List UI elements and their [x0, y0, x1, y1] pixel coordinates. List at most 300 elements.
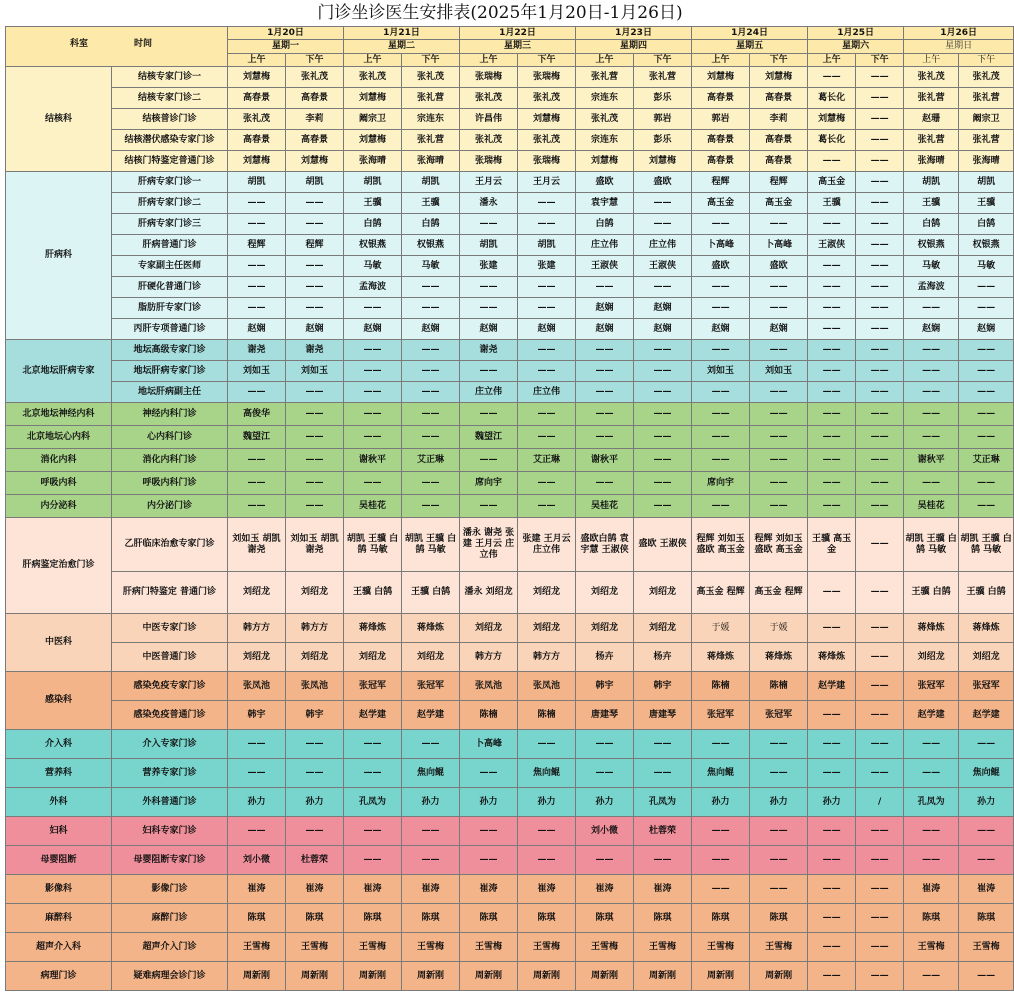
doctor-cell: —— [286, 382, 344, 403]
doctor-cell: 唐建琴 [634, 701, 692, 730]
doctor-cell: —— [286, 403, 344, 426]
doctor-cell: 陈楠 [692, 672, 750, 701]
doctor-cell: —— [808, 701, 856, 730]
doctor-cell: 盛欧 [750, 256, 808, 277]
doctor-cell: 吴桂花 [576, 495, 634, 518]
doctor-cell: 赵学建 [402, 701, 460, 730]
doctor-cell: 袁宇慧 [576, 193, 634, 214]
doctor-cell: 刘如玉 胡凯谢尧 [286, 518, 344, 572]
clinic-cell: 结核专家门诊一 [112, 67, 228, 88]
doctor-cell: 刘小微 [576, 817, 634, 846]
doctor-cell: 蒋烽炼 [808, 643, 856, 672]
department-cell: 北京地坛神经内科 [6, 403, 112, 426]
doctor-cell: —— [518, 403, 576, 426]
doctor-cell: —— [518, 730, 576, 759]
doctor-cell: 孟海波 [344, 277, 402, 298]
doctor-cell: —— [904, 472, 959, 495]
doctor-cell: 刘绍龙 [959, 643, 1014, 672]
table-row [6, 518, 1014, 572]
doctor-cell: 张冠军 [904, 672, 959, 701]
doctor-cell: 刘绍龙 [460, 614, 518, 643]
doctor-cell: 陈琪 [402, 904, 460, 933]
doctor-cell: —— [856, 298, 904, 319]
doctor-cell: —— [228, 472, 286, 495]
clinic-cell: 地坛肝病专家门诊 [112, 361, 228, 382]
doctor-cell: 阚宗卫 [344, 109, 402, 130]
doctor-cell: —— [692, 730, 750, 759]
doctor-cell: 崔涛 [286, 875, 344, 904]
doctor-cell: 赵珊 [904, 109, 959, 130]
doctor-cell: 赵学建 [904, 701, 959, 730]
doctor-cell: 陈琪 [959, 904, 1014, 933]
doctor-cell: 刘慧梅 [750, 67, 808, 88]
doctor-cell: 吴桂花 [904, 495, 959, 518]
table-row [6, 256, 1014, 277]
doctor-cell: —— [692, 382, 750, 403]
doctor-cell: —— [286, 495, 344, 518]
doctor-cell: —— [750, 298, 808, 319]
doctor-cell: 王骥 [402, 193, 460, 214]
doctor-cell: —— [808, 403, 856, 426]
doctor-cell: 马敏 [402, 256, 460, 277]
table-row [6, 193, 1014, 214]
doctor-cell: —— [856, 904, 904, 933]
doctor-cell: —— [856, 67, 904, 88]
doctor-cell: —— [856, 846, 904, 875]
doctor-cell: —— [856, 403, 904, 426]
doctor-cell: 席向宇 [460, 472, 518, 495]
doctor-cell: —— [808, 933, 856, 962]
date-header: 1月24日 [692, 27, 808, 40]
department-cell: 呼吸内科 [6, 472, 112, 495]
doctor-cell: —— [692, 214, 750, 235]
doctor-cell: 杜蓉荣 [634, 817, 692, 846]
doctor-cell: —— [344, 759, 402, 788]
clinic-cell: 感染免疫专家门诊 [112, 672, 228, 701]
doctor-cell: 高春景 [692, 151, 750, 172]
weekday-header: 星期三 [460, 40, 576, 54]
doctor-cell: —— [286, 256, 344, 277]
doctor-cell: 崔涛 [344, 875, 402, 904]
doctor-cell: 张礼茂 [518, 88, 576, 109]
doctor-cell: 韩宇 [634, 672, 692, 701]
period-header: 上午 [344, 54, 402, 67]
doctor-cell: 胡凯 [286, 172, 344, 193]
doctor-cell: 张海晴 [344, 151, 402, 172]
doctor-cell: 魏望江 [460, 426, 518, 449]
table-row [6, 730, 1014, 759]
doctor-cell: 胡凯 王骥 白鹄 马敏 [904, 518, 959, 572]
period-header: 下午 [286, 54, 344, 67]
doctor-cell: —— [808, 426, 856, 449]
doctor-cell: 张礼茂 [228, 109, 286, 130]
doctor-cell: 宗连东 [576, 130, 634, 151]
doctor-cell: 刘慧梅 [228, 151, 286, 172]
doctor-cell: 张礼营 [904, 88, 959, 109]
doctor-cell: —— [856, 361, 904, 382]
doctor-cell: —— [808, 817, 856, 846]
table-row [6, 235, 1014, 256]
doctor-cell: 韩宇 [286, 701, 344, 730]
doctor-cell: —— [460, 495, 518, 518]
doctor-cell: 赵娴 [576, 298, 634, 319]
doctor-cell: 王雪梅 [904, 933, 959, 962]
doctor-cell: 李莉 [750, 109, 808, 130]
doctor-cell: —— [518, 193, 576, 214]
doctor-cell: —— [808, 214, 856, 235]
doctor-cell: 王雪梅 [750, 933, 808, 962]
doctor-cell: 庄立伟 [576, 235, 634, 256]
table-row [6, 817, 1014, 846]
clinic-cell: 地坛高级专家门诊 [112, 340, 228, 361]
period-header: 下午 [856, 54, 904, 67]
doctor-cell: —— [904, 962, 959, 991]
doctor-cell: —— [856, 572, 904, 614]
doctor-cell: —— [634, 382, 692, 403]
doctor-cell: 李莉 [286, 109, 344, 130]
doctor-cell: 张凤池 [460, 672, 518, 701]
doctor-cell: 王骥 [808, 193, 856, 214]
doctor-cell: 刘绍龙 [518, 614, 576, 643]
doctor-cell: —— [402, 495, 460, 518]
doctor-cell: 王雪梅 [576, 933, 634, 962]
doctor-cell: 蒋烽炼 [959, 614, 1014, 643]
doctor-cell: 高春景 [286, 88, 344, 109]
doctor-cell: —— [856, 449, 904, 472]
doctor-cell: 王淑侠 [576, 256, 634, 277]
table-row [6, 788, 1014, 817]
doctor-cell: —— [904, 846, 959, 875]
corner-dept-label: 科室 [70, 39, 89, 49]
doctor-cell: —— [344, 298, 402, 319]
table-row [6, 614, 1014, 643]
doctor-cell: —— [959, 426, 1014, 449]
doctor-cell: —— [808, 495, 856, 518]
doctor-cell: —— [750, 495, 808, 518]
doctor-cell: —— [856, 193, 904, 214]
doctor-cell: 赵学建 [344, 701, 402, 730]
doctor-cell: 唐建琴 [576, 701, 634, 730]
doctor-cell: 程辉 [692, 172, 750, 193]
clinic-cell: 肝病门特鉴定 普通门诊 [112, 572, 228, 614]
doctor-cell: —— [750, 382, 808, 403]
doctor-cell: —— [856, 730, 904, 759]
doctor-cell: —— [959, 817, 1014, 846]
doctor-cell: —— [634, 495, 692, 518]
clinic-cell: 营养专家门诊 [112, 759, 228, 788]
doctor-cell: —— [228, 495, 286, 518]
doctor-cell: —— [402, 340, 460, 361]
doctor-cell: —— [856, 426, 904, 449]
doctor-cell: 白鹄 [904, 214, 959, 235]
doctor-cell: 张礼茂 [460, 88, 518, 109]
doctor-cell: —— [286, 817, 344, 846]
doctor-cell: —— [808, 846, 856, 875]
doctor-cell: 崔涛 [634, 875, 692, 904]
doctor-cell: —— [856, 256, 904, 277]
doctor-cell: —— [344, 382, 402, 403]
doctor-cell: 周新刚 [518, 962, 576, 991]
doctor-cell: —— [518, 846, 576, 875]
doctor-cell: 张礼茂 [286, 67, 344, 88]
department-cell: 超声介入科 [6, 933, 112, 962]
doctor-cell: 张礼茂 [959, 67, 1014, 88]
doctor-cell: 权银燕 [959, 235, 1014, 256]
doctor-cell: 赵娴 [344, 319, 402, 340]
period-header: 下午 [750, 54, 808, 67]
doctor-cell: 刘慧梅 [692, 67, 750, 88]
doctor-cell: —— [286, 730, 344, 759]
doctor-cell: 刘绍龙 [634, 572, 692, 614]
doctor-cell: —— [808, 256, 856, 277]
doctor-cell: —— [286, 759, 344, 788]
doctor-cell: —— [904, 426, 959, 449]
doctor-cell: —— [460, 277, 518, 298]
doctor-cell: —— [750, 214, 808, 235]
doctor-cell: 韩方方 [228, 614, 286, 643]
doctor-cell: —— [808, 151, 856, 172]
table-row [6, 672, 1014, 701]
doctor-cell: 刘慧梅 [344, 130, 402, 151]
doctor-cell: —— [856, 340, 904, 361]
doctor-cell: 赵娴 [904, 319, 959, 340]
doctor-cell: 王骥 白鹄 [904, 572, 959, 614]
doctor-cell: 刘慧梅 [344, 88, 402, 109]
doctor-cell: —— [286, 472, 344, 495]
clinic-cell: 结核普诊门诊 [112, 109, 228, 130]
doctor-cell: 盛欧 王淑侠 [634, 518, 692, 572]
table-body [6, 67, 1014, 991]
table-row [6, 449, 1014, 472]
doctor-cell: —— [228, 759, 286, 788]
doctor-cell: 王雪梅 [402, 933, 460, 962]
doctor-cell: —— [286, 426, 344, 449]
doctor-cell: —— [959, 298, 1014, 319]
doctor-cell: —— [344, 846, 402, 875]
doctor-cell: 陈琪 [460, 904, 518, 933]
table-row [6, 403, 1014, 426]
department-cell: 营养科 [6, 759, 112, 788]
clinic-cell: 影像门诊 [112, 875, 228, 904]
doctor-cell: 王雪梅 [692, 933, 750, 962]
period-header: 下午 [959, 54, 1014, 67]
doctor-cell: 王淑侠 [634, 256, 692, 277]
table-row [6, 572, 1014, 614]
doctor-cell: —— [344, 361, 402, 382]
doctor-cell: 高春景 [750, 151, 808, 172]
doctor-cell: —— [228, 214, 286, 235]
doctor-cell: 宗连东 [576, 88, 634, 109]
doctor-cell: —— [904, 817, 959, 846]
doctor-cell: 蒋烽炼 [904, 614, 959, 643]
doctor-cell: —— [692, 403, 750, 426]
doctor-cell: 葛长化 [808, 130, 856, 151]
doctor-cell: —— [228, 382, 286, 403]
doctor-cell: 王骥 [904, 193, 959, 214]
doctor-cell: 艾正琳 [402, 449, 460, 472]
doctor-cell: —— [856, 672, 904, 701]
doctor-cell: 王月云 [460, 172, 518, 193]
doctor-cell: 王骥 [344, 193, 402, 214]
doctor-cell: 陈琪 [904, 904, 959, 933]
period-header: 下午 [402, 54, 460, 67]
doctor-cell: 胡凯 [959, 172, 1014, 193]
doctor-cell: —— [634, 214, 692, 235]
doctor-cell: 孙力 [750, 788, 808, 817]
doctor-cell: —— [576, 730, 634, 759]
doctor-cell: —— [856, 495, 904, 518]
doctor-cell: 刘绍龙 [286, 572, 344, 614]
table-row [6, 214, 1014, 235]
doctor-cell: —— [634, 846, 692, 875]
doctor-cell: 程辉 刘如玉 盛欧 高玉金 [692, 518, 750, 572]
doctor-cell: —— [750, 277, 808, 298]
doctor-cell: 高春景 [692, 130, 750, 151]
doctor-cell: 张冠军 [344, 672, 402, 701]
doctor-cell: —— [692, 875, 750, 904]
doctor-cell: 张建 [460, 256, 518, 277]
doctor-cell: 陈琪 [518, 904, 576, 933]
doctor-cell: 王雪梅 [228, 933, 286, 962]
doctor-cell: 刘绍龙 [286, 643, 344, 672]
table-row [6, 962, 1014, 991]
clinic-cell: 结核专家门诊二 [112, 88, 228, 109]
doctor-cell: 孙力 [228, 788, 286, 817]
doctor-cell: 高玉金 [808, 172, 856, 193]
doctor-cell: 张礼营 [959, 130, 1014, 151]
doctor-cell: 韩方方 [518, 643, 576, 672]
doctor-cell: 王雪梅 [344, 933, 402, 962]
doctor-cell: 孙力 [460, 788, 518, 817]
doctor-cell: —— [750, 472, 808, 495]
doctor-cell: 张凤池 [286, 672, 344, 701]
doctor-cell: 王雪梅 [460, 933, 518, 962]
doctor-cell: 白鹄 [959, 214, 1014, 235]
doctor-cell: —— [344, 472, 402, 495]
doctor-cell: —— [576, 846, 634, 875]
doctor-cell: 谢秋平 [576, 449, 634, 472]
doctor-cell: 卜高峰 [692, 235, 750, 256]
doctor-cell: 刘绍龙 [344, 643, 402, 672]
doctor-cell: —— [460, 361, 518, 382]
doctor-cell: —— [692, 277, 750, 298]
table-row [6, 759, 1014, 788]
clinic-cell: 脂肪肝专家门诊 [112, 298, 228, 319]
clinic-cell: 中医普通门诊 [112, 643, 228, 672]
doctor-cell: —— [576, 277, 634, 298]
doctor-cell: 程辉 [750, 172, 808, 193]
doctor-cell: 刘如玉 [286, 361, 344, 382]
doctor-cell: 盛欧 [634, 172, 692, 193]
doctor-cell: —— [634, 193, 692, 214]
doctor-cell: —— [402, 426, 460, 449]
doctor-cell: —— [518, 817, 576, 846]
doctor-cell: 周新刚 [750, 962, 808, 991]
clinic-cell: 消化内科门诊 [112, 449, 228, 472]
doctor-cell: —— [460, 817, 518, 846]
doctor-cell: 高玉金 [750, 193, 808, 214]
doctor-cell: 白鹄 [576, 214, 634, 235]
table-row [6, 472, 1014, 495]
doctor-cell: 张礼茂 [402, 67, 460, 88]
table-row [6, 298, 1014, 319]
doctor-cell: —— [856, 518, 904, 572]
doctor-cell: —— [808, 449, 856, 472]
doctor-cell: 胡凯 [460, 235, 518, 256]
table-row [6, 361, 1014, 382]
table-row [6, 340, 1014, 361]
doctor-cell: 张建 [518, 256, 576, 277]
table-row [6, 151, 1014, 172]
doctor-cell: —— [402, 298, 460, 319]
doctor-cell: 席向宇 [692, 472, 750, 495]
doctor-cell: 王淑侠 [808, 235, 856, 256]
doctor-cell: —— [808, 298, 856, 319]
doctor-cell: —— [460, 759, 518, 788]
doctor-cell: 韩方方 [286, 614, 344, 643]
doctor-cell: —— [808, 730, 856, 759]
doctor-cell: 张瑞梅 [460, 67, 518, 88]
doctor-cell: 卜高峰 [750, 235, 808, 256]
doctor-cell: 王雪梅 [518, 933, 576, 962]
doctor-cell: 赵学建 [808, 672, 856, 701]
doctor-cell: —— [402, 730, 460, 759]
doctor-cell: —— [856, 962, 904, 991]
doctor-cell: 高玉金 程辉 [750, 572, 808, 614]
department-cell: 外科 [6, 788, 112, 817]
doctor-cell: —— [904, 298, 959, 319]
doctor-cell: 焦向鲲 [692, 759, 750, 788]
doctor-cell: 张礼茂 [576, 109, 634, 130]
doctor-cell: 蒋烽炼 [344, 614, 402, 643]
doctor-cell: 刘如玉 胡凯 谢尧 [228, 518, 286, 572]
doctor-cell: 王骥 白鹄 [959, 572, 1014, 614]
doctor-cell: 赵娴 [959, 319, 1014, 340]
doctor-cell: 潘永 刘绍龙 [460, 572, 518, 614]
doctor-cell: 潘永 谢尧 张建 王月云 庄立伟 [460, 518, 518, 572]
doctor-cell: —— [634, 426, 692, 449]
doctor-cell: —— [518, 495, 576, 518]
doctor-cell: 刘绍龙 [576, 614, 634, 643]
doctor-cell: 刘绍龙 [904, 643, 959, 672]
weekday-header: 星期一 [228, 40, 344, 54]
date-header: 1月26日 [904, 27, 1014, 40]
doctor-cell: 焦向鲲 [402, 759, 460, 788]
doctor-cell: 刘绍龙 [228, 572, 286, 614]
doctor-cell: 陈琪 [750, 904, 808, 933]
doctor-cell: 权银燕 [402, 235, 460, 256]
doctor-cell: 胡凯 王骥 白鹄 马敏 [344, 518, 402, 572]
doctor-cell: 孟海波 [904, 277, 959, 298]
doctor-cell: —— [959, 361, 1014, 382]
doctor-cell: 赵学建 [959, 701, 1014, 730]
doctor-cell: 高春景 [750, 88, 808, 109]
clinic-cell: 肝病专家门诊三 [112, 214, 228, 235]
doctor-cell: 胡凯 王骥 白鹄 马敏 [402, 518, 460, 572]
doctor-cell: 赵娴 [518, 319, 576, 340]
doctor-cell: 陈琪 [634, 904, 692, 933]
doctor-cell: —— [692, 817, 750, 846]
clinic-cell: 肝病专家门诊一 [112, 172, 228, 193]
doctor-cell: 韩宇 [228, 701, 286, 730]
doctor-cell: 张海晴 [402, 151, 460, 172]
doctor-cell: —— [576, 361, 634, 382]
doctor-cell: 刘如玉 [750, 361, 808, 382]
doctor-cell: —— [518, 426, 576, 449]
period-header: 上午 [692, 54, 750, 67]
doctor-cell: / [856, 788, 904, 817]
department-cell: 母婴阻断 [6, 846, 112, 875]
